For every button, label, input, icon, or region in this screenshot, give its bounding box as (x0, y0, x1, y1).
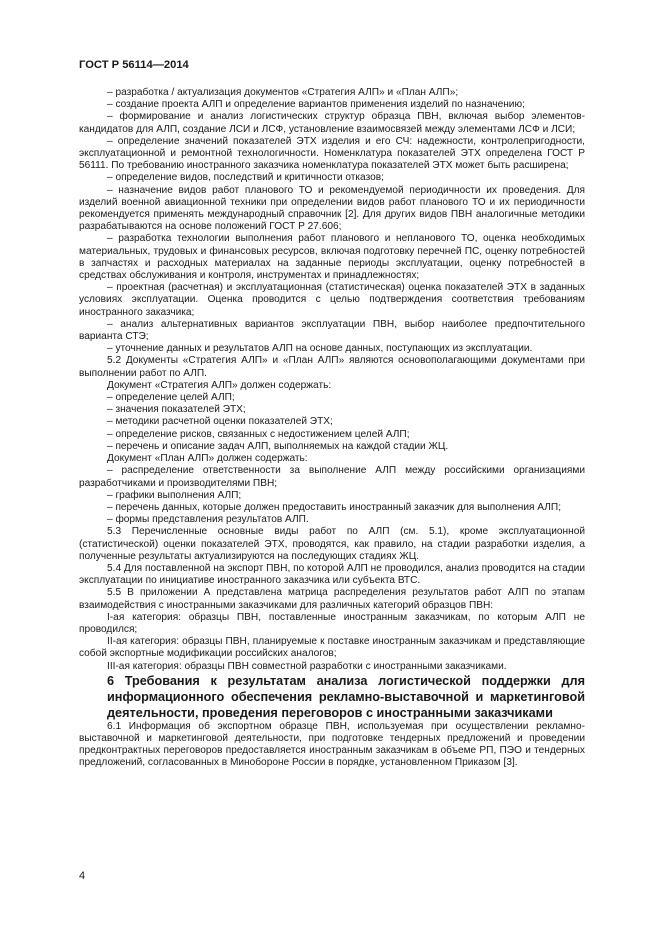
paragraph: – формирование и анализ логистических структур образца ПВН, включая выбор элементов-кандидатов для АЛП, создание ЛСИ и ЛСФ, установление взаимосвязей между элементами ЛСФ и ЛСИ; (79, 111, 585, 135)
list-item: – графики выполнения АЛП; (107, 489, 242, 501)
paragraph: 6.1 Информация об экспортном образце ПВН, используемая при осуществлении рекламно-выставочной и маркетинговой деятельности, при подготовке тендерных предложений и проведении предконтрактных переговоров предоставляется иностранным заказчикам в объеме РП, ПЭО и тендерных предложений, согласованных в Минобороне России в порядке, установленном Приказом [3]. (79, 720, 585, 769)
paragraph: 5.3 Перечисленные основные виды работ по АЛП (см. 5.1), кроме эксплуатационной (статистической) оценки показателей ЭТХ, проводятся, как правило, на стадии разработки изделия, а полученные результаты актуализируются на последующих стадиях ЖЦ. (79, 526, 585, 562)
paragraph: – уточнение данных и результатов АЛП на основе данных, поступающих из эксплуатации. (107, 343, 533, 355)
paragraph: – разработка / актуализация документов «Стратегия АЛП» и «План АЛП»; (107, 87, 459, 98)
list-item: – определение целей АЛП; (107, 392, 235, 404)
document-header: ГОСТ Р 56114—2014 (79, 59, 189, 71)
paragraph: – назначение видов работ планового ТО и рекомендуемой периодичности их проведения. Для изделий военной авиационной техники при определении видов работ планового ТО и их периодичности рекомендуется применять международный справочник [2]. Для других видов ПВН аналогичные методики разрабатываются на основе положений ГОСТ Р 27.606; (79, 184, 585, 233)
paragraph: 5.5 В приложении А представлена матрица распределения результатов работ АЛП по этапам взаимодействия с иностранными заказчиками для различных категорий образцов ПВН: (79, 587, 585, 611)
page-body (79, 87, 585, 770)
page-number: 4 (79, 870, 86, 882)
paragraph: I-ая категория: образцы ПВН, поставленные иностранным заказчикам, по которым АЛП не проводился; (79, 611, 585, 635)
paragraph: – создание проекта АЛП и определение вариантов применения изделий по назначению; (107, 99, 525, 111)
paragraph: II-ая категория: образцы ПВН, планируемые к поставке иностранным заказчикам и представляющие собой экспортные модификации российских аналогов; (79, 636, 585, 660)
list-item: – формы представления результатов АЛП. (107, 514, 309, 526)
list-item: – методики расчетной оценки показателей ЭТХ; (107, 416, 333, 428)
paragraph: – определение видов, последствий и критичности отказов; (107, 172, 384, 184)
paragraph: – проектная (расчетная) и эксплуатационная (статистическая) оценка показателей ЭТХ в заданных условиях эксплуатации. Оценка проводится с целью подтверждения соответствия требованиям иностранного заказчика; (79, 282, 585, 318)
paragraph: – анализ альтернативных вариантов эксплуатации ПВН, выбор наиболее предпочтительного варианта СТЭ; (79, 318, 585, 343)
paragraph: Документ «План АЛП» должен содержать: (107, 453, 308, 465)
list-item: – перечень данных, которые должен предоставить иностранный заказчик для выполнения АЛП; (107, 501, 562, 513)
list-item: – определение рисков, связанных с недостижением целей АЛП; (107, 428, 410, 440)
paragraph: – определение значений показателей ЭТХ изделия и его СЧ: надежности, контролепригодности, эксплуатационной и ремонтной технологичности. Номенклатура показателей ЭТХ определена ГОСТ Р 56111. По требованию иностранного заказчика номенклатура показателей ЭТХ может быть расширена; (79, 135, 585, 172)
section-title: 6 Требования к результатам анализа логистической поддержки для информационного обеспечения рекламно-выставочной и маркетинговой деятельности, проведения переговоров с иностранными заказчиками (107, 673, 585, 720)
paragraph: 5.4 Для поставленной на экспорт ПВН, по которой АЛП не проводился, анализ проводится на стадии эксплуатации по инициативе иностранного заказчика или субъекта ВТС. (79, 562, 585, 587)
paragraph: 5.2 Документы «Стратегия АЛП» и «План АЛП» являются основополагающими документами при выполнении работ по АЛП. (79, 355, 585, 379)
paragraph: Документ «Стратегия АЛП» должен содержать: (107, 379, 332, 391)
list-item: – перечень и описание задач АЛП, выполняемых на каждой стадии ЖЦ. (107, 440, 449, 452)
list-item: – распределение ответственности за выполнение АЛП между российскими организациями разработчиками и производителями ПВН; (79, 465, 585, 489)
paragraph: III-ая категория: образцы ПВН совместной разработки с иностранными заказчиками. (107, 660, 507, 672)
list-item: – значения показателей ЭТХ; (107, 404, 246, 416)
paragraph: – разработка технологии выполнения работ планового и непланового ТО, оценка необходимых материальных, трудовых и финансовых ресурсов, включая подготовку перечней ПС, оценку потребностей в запчастях и расходных материалах на заданные периоды эксплуатации, оценку потребностей в средствах обслуживания и контроля, инструментах и принадлежностях; (79, 233, 585, 282)
